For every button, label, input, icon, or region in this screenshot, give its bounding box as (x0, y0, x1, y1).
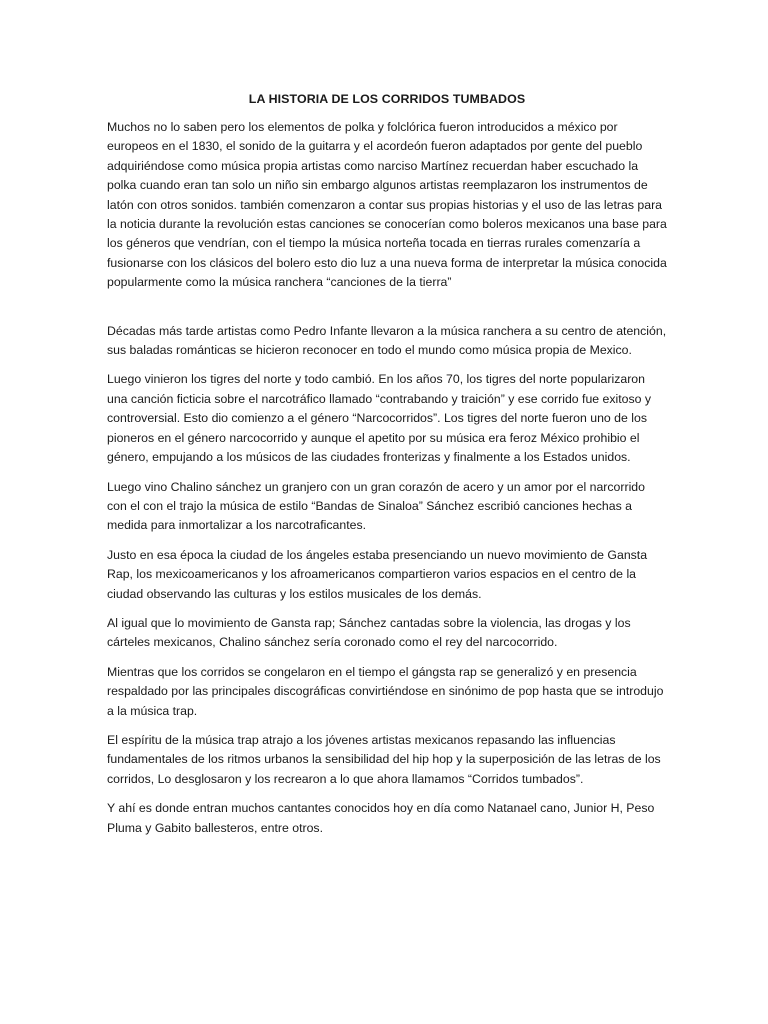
paragraph-origins: Muchos no lo saben pero los elementos de polka y folclórica fueron introducidos a méxico por europeos en el 1830, el sonido de la guitarra y el acordeón fueron adaptados por gente del pueblo adquiriéndose como música propia artistas como narciso Martínez recuerdan haber escuchado la polka cuando eran tan solo un niño sin embargo algunos artistas reemplazaron los instrumentos de latón con otros sonidos. también comenzaron a contar sus propias historias y el uso de las letras para la noticia durante la revolución estas canciones se conocerían como boleros mexicanos una base para los géneros que vendrían, con el tiempo la música norteña tocada en tierras rurales comenzaría a fusionarse con los clásicos del bolero esto dio luz a una nueva forma de interpretar la música conocida popularmente como la música ranchera “canciones de la tierra” (107, 120, 667, 290)
paragraph-chalino-sanchez: Luego vino Chalino sánchez un granjero con un gran corazón de acero y un amor por el narcorrido con el con el trajo la música de estilo “Bandas de Sinaloa” Sánchez escribió canciones hechas a medida para inmortalizar a los narcotraficantes. (107, 479, 645, 533)
document-title: LA HISTORIA DE LOS CORRIDOS TUMBADOS (248, 92, 526, 106)
paragraph-tigres-del-norte: Luego vinieron los tigres del norte y todo cambió. En los años 70, los tigres del norte popularizaron una canción ficticia sobre el narcotráfico llamado “contrabando y traición” y ese corrido fue exitoso y controversial. Esto dio comienzo a el género “Narcocorridos”. Los tigres del norte fueron uno de los pioneros en el género narcocorrido y aunque el apetito por su música era feroz México prohibio el género, empujando a los músicos de las ciudades fronterizas y finalmente a los Estados unidos. (107, 372, 652, 465)
paragraph-pedro-infante: Décadas más tarde artistas como Pedro Infante llevaron a la música ranchera a su centro de atención, sus baladas románticas se hicieron reconocer en todo el mundo como música propia de Mexico. (107, 323, 667, 358)
paragraph-artistas: Y ahí es donde entran muchos cantantes conocidos hoy en día como Natanael cano, Junior H, Peso Pluma y Gabito ballesteros, entre otros. (107, 801, 655, 835)
document-body (107, 92, 667, 848)
paragraph-trap: Mientras que los corridos se congelaron en el tiempo el gángsta rap se generalizó y en presencia respaldado por las principales discográficas convirtiéndose en sinónimo de pop hasta que se introdujo a la música trap. (107, 664, 664, 718)
paragraph-rey-del-narcocorrido: Al igual que lo movimiento de Gansta rap; Sánchez cantadas sobre la violencia, las drogas y los cárteles mexicanos, Chalino sánchez sería coronado como el rey del narcocorrido. (107, 615, 631, 650)
paragraph-corridos-tumbados: El espíritu de la música trap atrajo a los jóvenes artistas mexicanos repasando las influencias fundamentales de los ritmos urbanos la sensibilidad del hip hop y la superposición de las letras de los corridos, Lo desglosaron y los recrearon a lo que ahora llamamos “Corridos tumbados”. (107, 732, 661, 786)
paragraph-gangsta-rap: Justo en esa época la ciudad de los ángeles estaba presenciando un nuevo movimiento de Gansta Rap, los mexicoamericanos y los afroamericanos compartieron varios espacios en el centro de la ciudad observando las culturas y los estilos musicales de los demás. (107, 547, 648, 601)
